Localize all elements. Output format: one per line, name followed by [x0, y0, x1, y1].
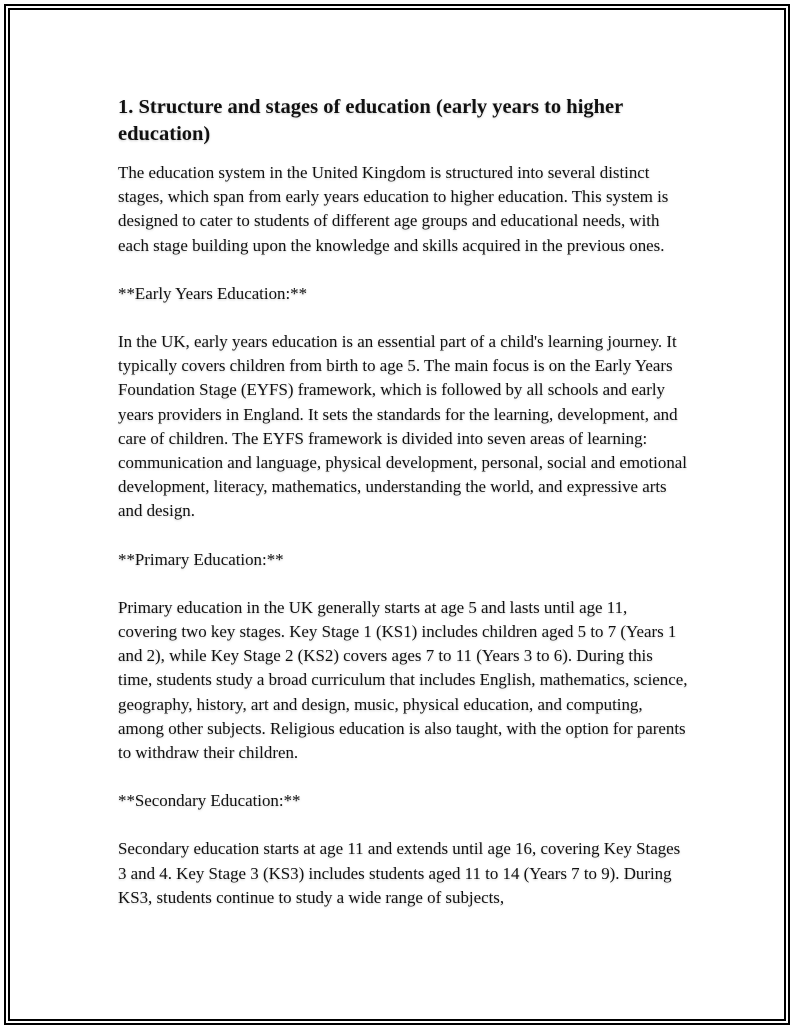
document-body: [118, 94, 688, 934]
secondary-title: **Secondary Education:**: [118, 791, 301, 811]
section-heading: 1. Structure and stages of education (early years to higher education): [118, 96, 623, 145]
secondary-paragraph: Secondary education starts at age 11 and extends until age 16, covering Key Stages 3 and 4. Key Stage 3 (KS3) includes students aged 11 to 14 (Years 7 to 9). During KS3, students continue to study a wide range of subjects,: [118, 839, 681, 907]
early-years-title: **Early Years Education:**: [118, 283, 308, 303]
primary-title: **Primary Education:**: [118, 549, 284, 569]
early-years-paragraph: In the UK, early years education is an essential part of a child's learning journey. It typically covers children from birth to age 5. The main focus is on the Early Years Foundation Stage (EYFS) framework, which is followed by all schools and early years providers in England. It sets the standards for the learning, development, and care of children. The EYFS framework is divided into seven areas of learning: communication and language, physical development, personal, social and emotional development, literacy, mathematics, understanding the world, and expressive arts and design.: [118, 332, 687, 521]
intro-paragraph: The education system in the United Kingdom is structured into several distinct stages, which span from early years education to higher education. This system is designed to cater to students of different age groups and educational needs, with each stage building upon the knowledge and skills acquired in the previous ones.: [118, 163, 669, 255]
primary-paragraph: Primary education in the UK generally starts at age 5 and lasts until age 11, covering two key stages. Key Stage 1 (KS1) includes children aged 5 to 7 (Years 1 and 2), while Key Stage 2 (KS2) covers ages 7 to 11 (Years 3 to 6). During this time, students study a broad curriculum that includes English, mathematics, science, geography, history, art and design, music, physical education, and computing, among other subjects. Religious education is also taught, with the option for parents to withdraw their children.: [118, 597, 688, 763]
